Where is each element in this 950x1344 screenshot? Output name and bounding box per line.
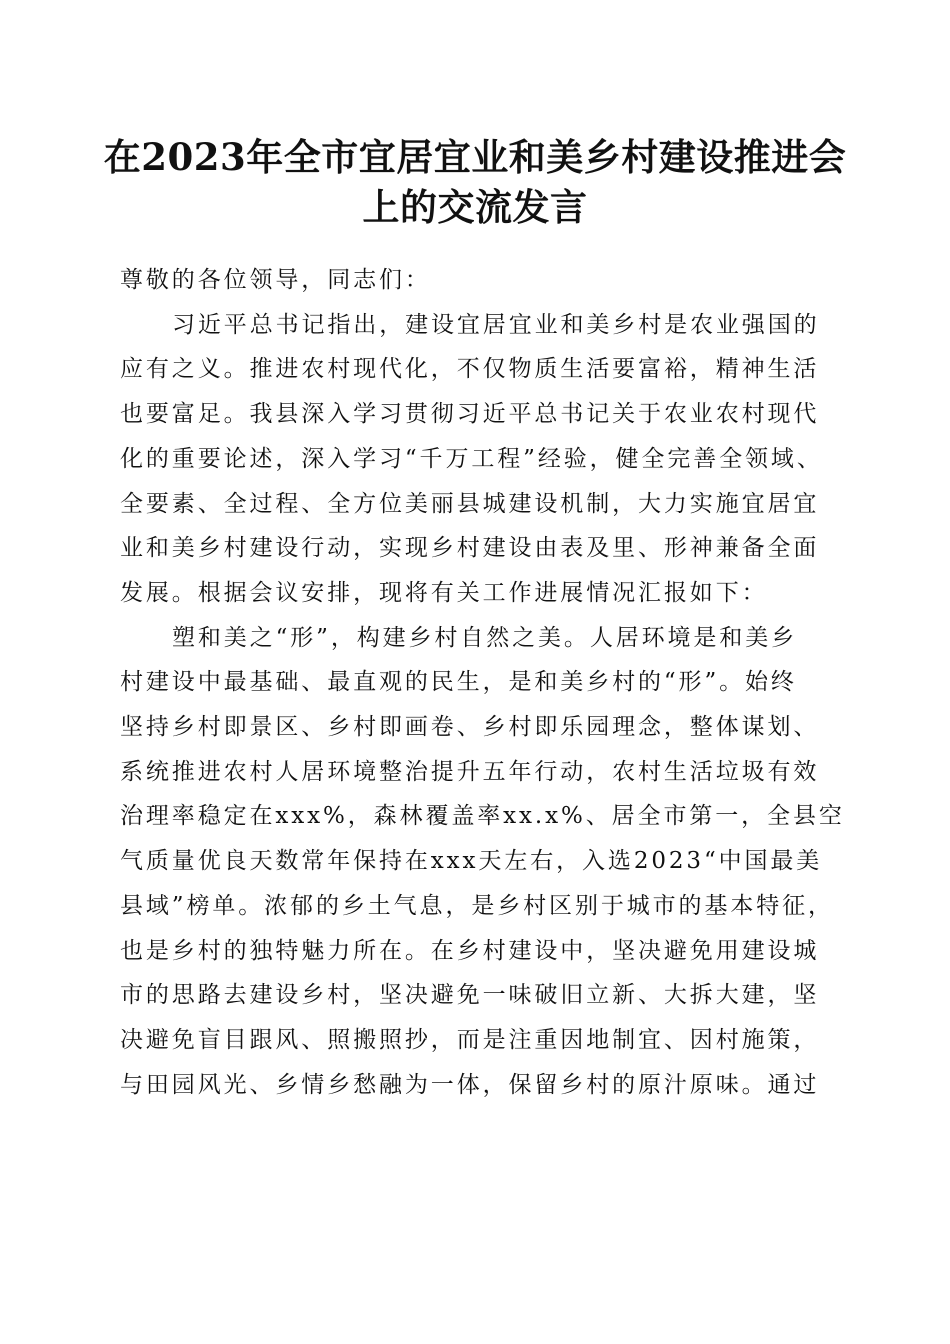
title-line-2: 上的交流发言 <box>362 185 588 229</box>
paragraph-line: 塑和美之“形”，构建乡村自然之美。人居环境是和美乡 <box>172 624 798 651</box>
paragraph-line: 市的思路去建设乡村，坚决避免一味破旧立新、大拆大建，坚 <box>120 982 820 1009</box>
paragraph-line: 与田园风光、乡情乡愁融为一体，保留乡村的原汁原味。通过 <box>120 1071 820 1098</box>
paragraph-line: 化的重要论述，深入学习“千万工程”经验，健全完善全领域、 <box>120 445 823 472</box>
salutation <box>120 258 832 303</box>
paragraph-line: 系统推进农村人居环境整治提升五年行动，农村生活垃圾有效 <box>120 758 820 785</box>
paragraph-line: 应有之义。推进农村现代化，不仅物质生活要富裕，精神生活 <box>120 356 820 383</box>
salutation-text: 尊敬的各位领导，同志们： <box>120 267 431 293</box>
paragraph-line: 发展。根据会议安排，现将有关工作进展情况汇报如下： <box>120 579 768 606</box>
paragraph-2 <box>120 616 845 1108</box>
title-line-1: 在2023年全市宜居宜业和美乡村建设推进会 <box>103 135 847 179</box>
paragraph-line: 也是乡村的独特魅力所在。在乡村建设中，坚决避免用建设城 <box>120 937 820 964</box>
paragraph-line: 也要富足。我县深入学习贯彻习近平总书记关于农业农村现代 <box>120 401 820 428</box>
paragraph-line: 坚持乡村即景区、乡村即画卷、乡村即乐园理念，整体谋划、 <box>120 714 820 741</box>
paragraph-line: 全要素、全过程、全方位美丽县城建设机制，大力实施宜居宜 <box>120 490 820 517</box>
paragraph-line: 习近平总书记指出，建设宜居宜业和美乡村是农业强国的 <box>172 311 820 338</box>
paragraph-line: 气质量优良天数常年保持在xxx天左右，入选2023“中国最美 <box>120 848 823 875</box>
paragraph-line: 县域”榜单。浓郁的乡土气息，是乡村区别于城市的基本特征， <box>120 892 834 919</box>
document-title <box>100 132 850 232</box>
paragraph-line: 业和美乡村建设行动，实现乡村建设由表及里、形神兼备全面 <box>120 535 820 562</box>
paragraph-line: 村建设中最基础、最直观的民生，是和美乡村的“形”。始终 <box>120 669 797 696</box>
document-body <box>120 258 845 1107</box>
paragraph-line: 决避免盲目跟风、照搬照抄，而是注重因地制宜、因村施策， <box>120 1026 820 1053</box>
paragraph-1 <box>120 303 832 616</box>
paragraph-line: 治理率稳定在xxx%，森林覆盖率xx.x%、居全市第一，全县空 <box>120 803 845 830</box>
